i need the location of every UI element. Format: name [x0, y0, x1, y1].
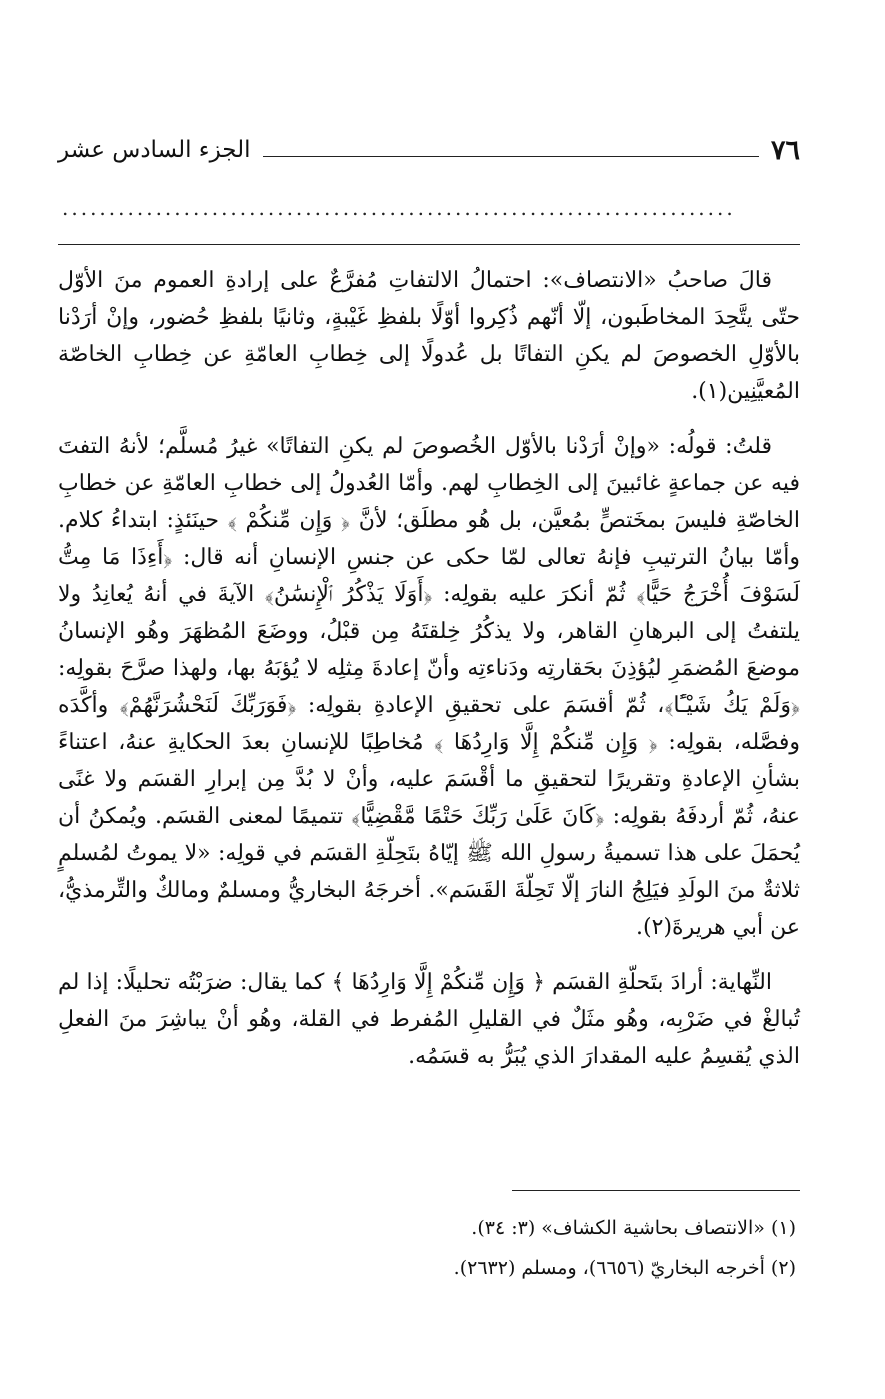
paragraph: قلتُ: قولُه: «وإنْ أرَدْنا بالأوّل الخُصوصَ لم يكنِ التفاتًا» غيرُ مُسلَّم؛ لأنهُ التفتَ فيه عن جماعةٍ غائبينَ إلى الخِطابِ لهم. وأمّا العُدولُ إلى خطابِ العامّةِ عن خطابِ الخاصّةِ فليسَ بمخَتصٍّ بمُعيَّن، بل هُو مطلَق؛ لأنَّ ﴿ وَإِن مِّنكُمْ ﴾ حينَئذٍ: ابتداءُ كلام. وأمّا بيانُ الترتيبِ فإنهُ تعالى لمّا حكى عن جنسِ الإنسانِ أنه قال: ﴿أَءِذَا مَا مِتُّ لَسَوْفَ أُخْرَجُ حَيًّا﴾ ثُمّ أنكرَ عليه بقولِه: ﴿أَوَلَا يَذْكُرُ ٱلْإِنسَٰنُ﴾ الآيةَ في أنهُ يُعانِدُ ولا يلتفتُ إلى البرهانِ القاهر، ولا يذكُرُ خِلقتَهُ مِن قبْلُ، ووضَعَ المُظهَرَ وهُو الإنسانُ موضعَ المُضمَرِ ليُؤذِنَ بحَقارتِه ودَناءتِه وأنّ إعادةَ مِثلِه لا يُؤبَهُ بها، ولهذا صرَّحَ بقولِه: ﴿وَلَمْ يَكُ شَيْـًٔا﴾، ثُمّ أقسَمَ على تحقيقِ الإعادةِ بقولِه: ﴿فَوَرَبِّكَ لَنَحْشُرَنَّهُمْ﴾ وأكَّدَه وفصَّله، بقولِه: ﴿ وَإِن مِّنكُمْ إِلَّا وَارِدُهَا ﴾ مُخاطِبًا للإنسانِ بعدَ الحكايةِ عنهُ، اعتناءً بشأنِ الإعادةِ وتقريرًا لتحقيقِ ما أقْسَمَ عليه، وأنْ لا بُدَّ مِن إبرارِ القسَم ولا غنًى عنهُ، ثُمّ أردفَهُ بقولِه: ﴿كَانَ عَلَىٰ رَبِّكَ حَتْمًا مَّقْضِيًّا﴾ تتميمًا لمعنى القسَم. ويُمكنُ أن يُحمَلَ على هذا تسميةُ رسولِ الله ﷺ إيّاهُ بتَحِلّةِ القسَم في قولِه: «لا يموتُ لمُسلمٍ ثلاثةٌ منَ الولَدِ فيَلِجُ النارَ إلّا تَحِلّةَ القَسَم». أخرجَهُ البخاريُّ ومسلمٌ ومالكٌ والتِّرمذيُّ، عن أبي هريرةَ(٢). — [58, 434, 800, 940]
header-divider — [58, 244, 800, 245]
header-rule — [263, 156, 759, 157]
footnotes — [58, 1208, 800, 1288]
page-number: ٧٦ — [770, 134, 800, 166]
running-title: الجزء السادس عشر — [58, 137, 251, 163]
main-text — [58, 262, 800, 1093]
footnote-2: (٢) أخرجه البخاريّ (٦٦٥٦)، ومسلم (٢٦٣٢). — [453, 1257, 796, 1279]
book-page — [58, 0, 800, 1399]
footnote-divider — [512, 1190, 800, 1191]
paragraph: النِّهاية: أرادَ بتَحلّةِ القسَم ﴿ وَإِن مِّنكُمْ إِلَّا وَارِدُهَا ﴾ كما يقال: ضرَبْتُه تحليلًا: إذا لم تُبالغْ في ضَرْبِه، وهُو مثَلٌ في القليلِ المُفرط في القلة، وهُو أنْ يباشِرَ منَ الفعلِ الذي يُقسِمُ عليه المقدارَ الذي يُبَرُّ به قسَمُه. — [58, 970, 800, 1069]
footnote-1: (١) «الانتصاف بحاشية الكشاف» (٣: ٣٤). — [471, 1217, 796, 1239]
paragraph: قالَ صاحبُ «الانتصاف»: احتمالُ الالتفاتِ مُفرَّعٌ على إرادةِ العموم منَ الأوّل حتّى يتَّحِدَ المخاطَبون، إلّا أنّهم ذُكِروا أوّلًا بلفظِ غَيْبةٍ، وثانيًا بلفظِ حُضور، وإنْ أرَدْنا بالأوّلِ الخصوصَ لم يكنِ التفاتًا بل عُدولًا إلى خِطابِ العامّةِ عن خِطابِ الخاصّة المُعيَّنِين(١). — [58, 268, 800, 404]
page-header — [58, 128, 800, 172]
dotted-separator: ........................................................................ — [62, 196, 736, 220]
